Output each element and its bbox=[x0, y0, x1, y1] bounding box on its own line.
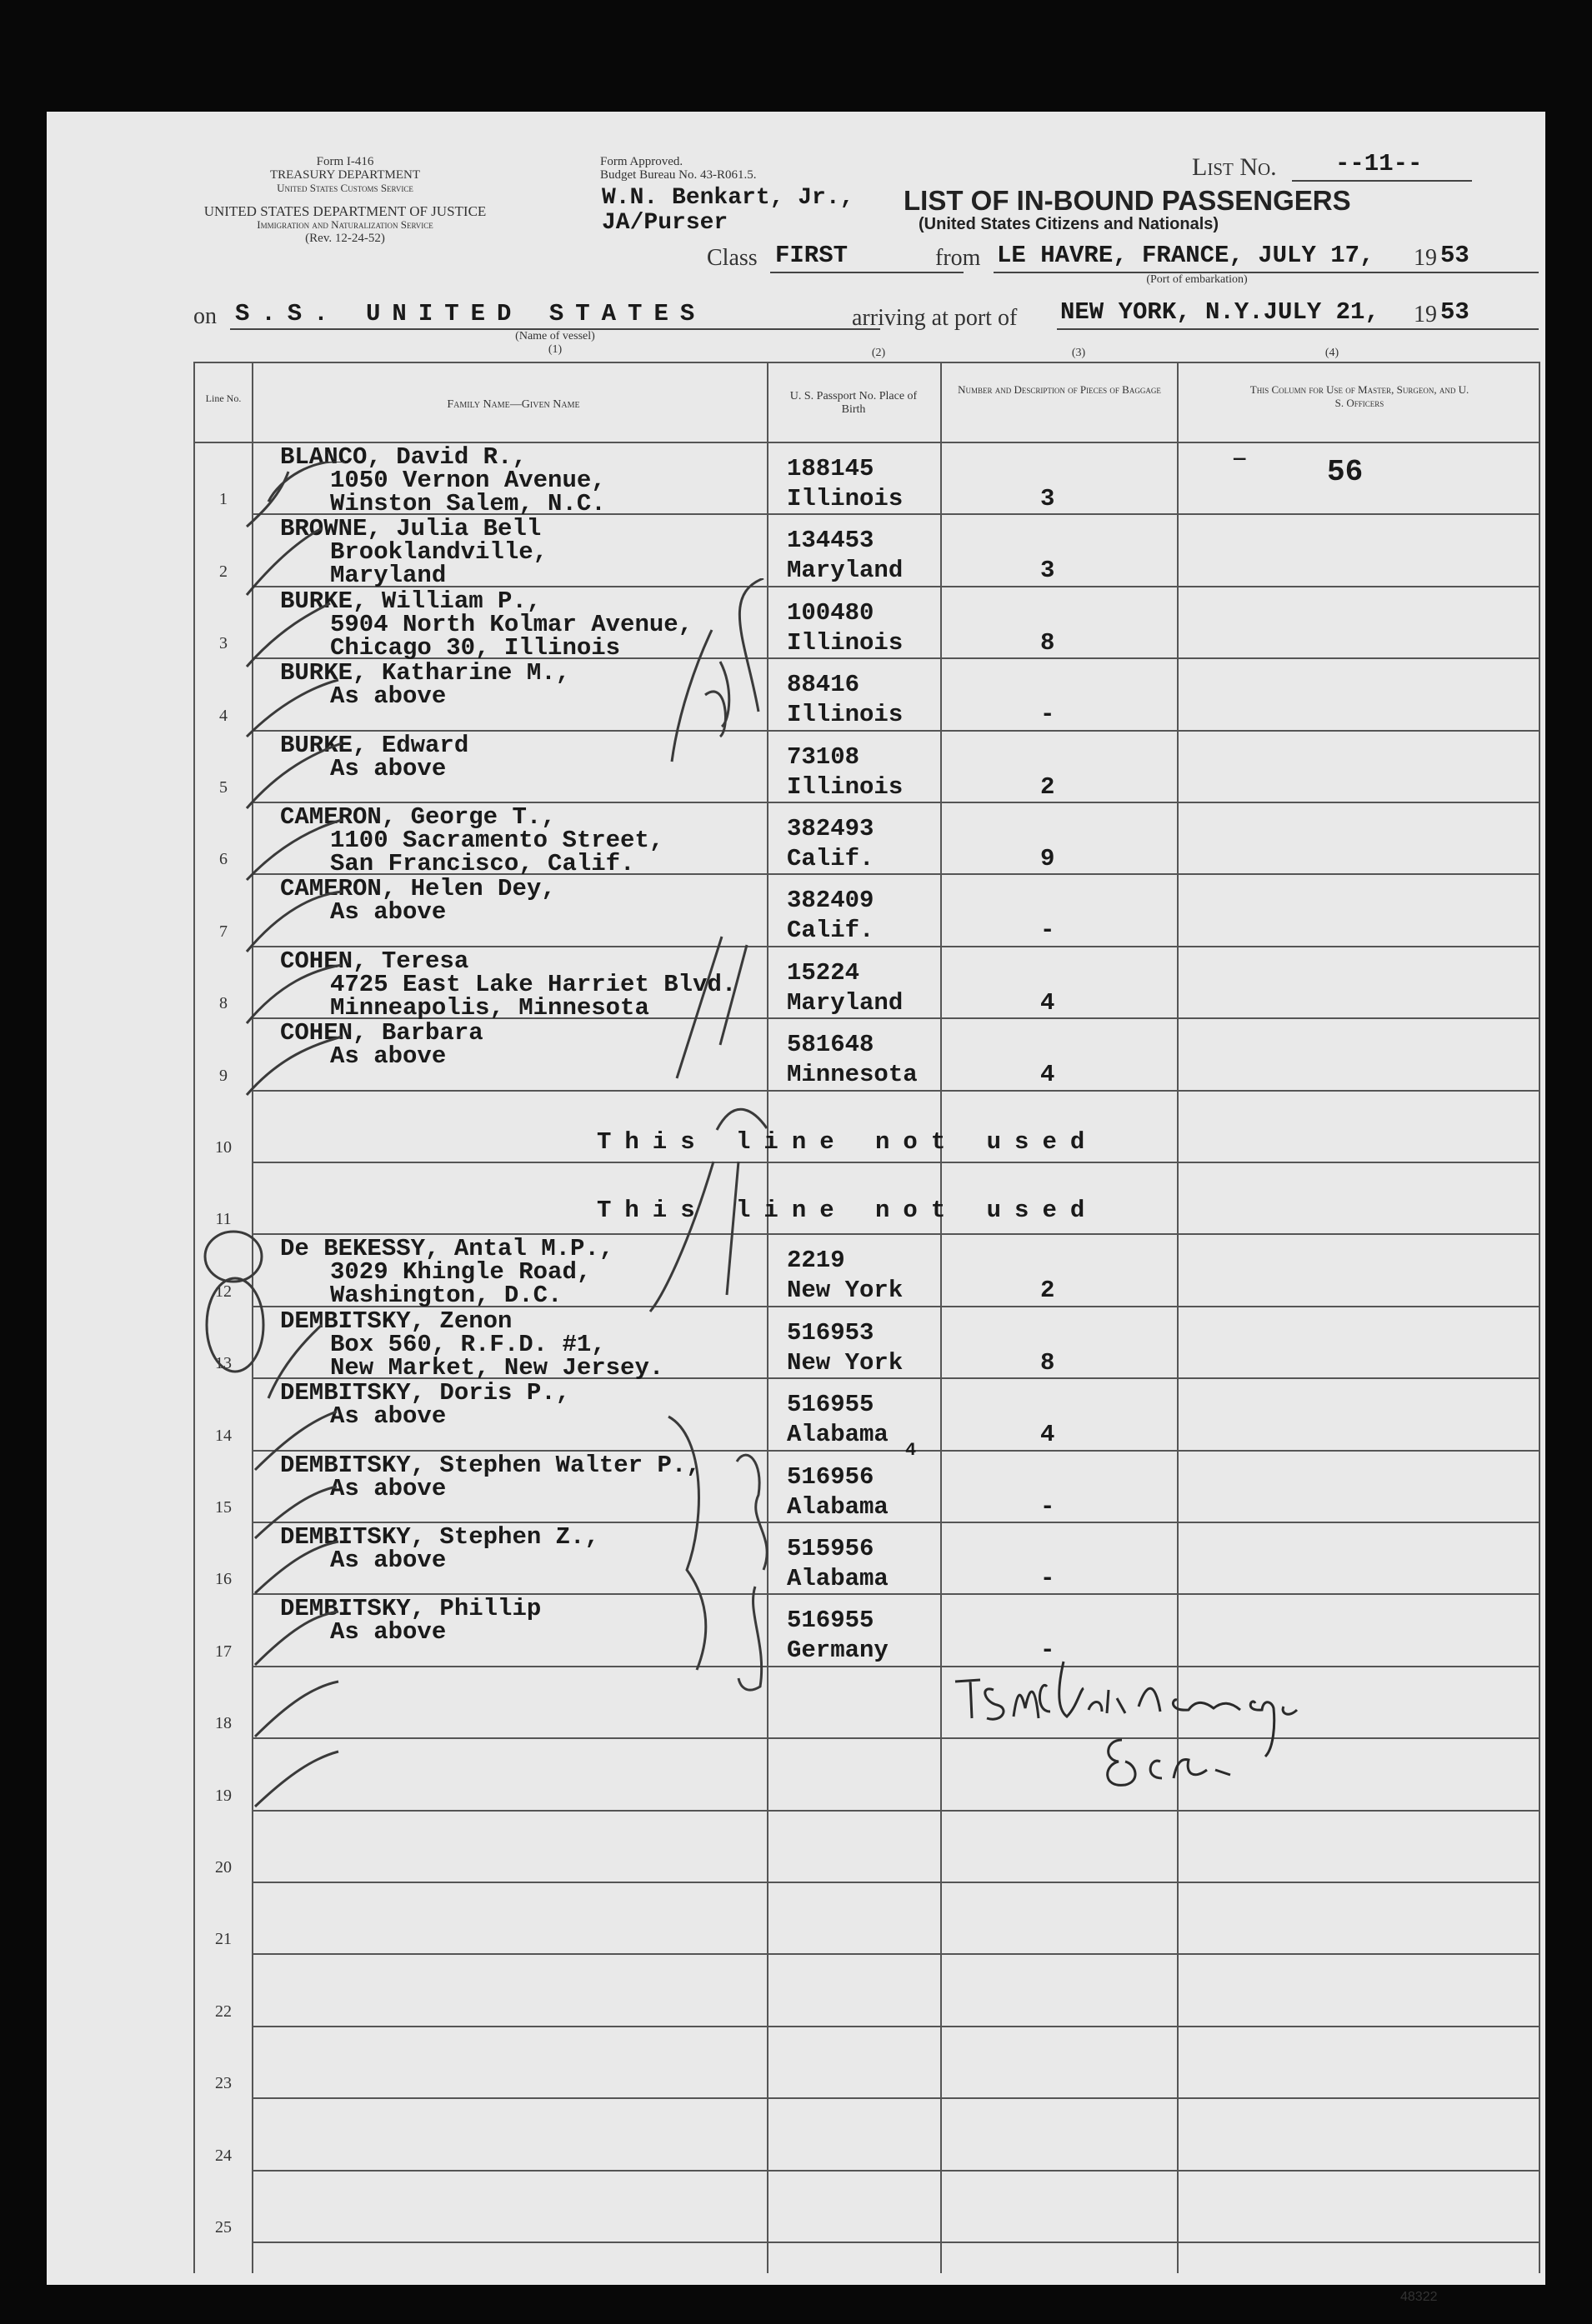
place-of-birth: Illinois bbox=[787, 485, 904, 512]
table-left-border bbox=[193, 362, 195, 2273]
passenger-name: CAMERON, George T., bbox=[280, 803, 556, 831]
line-number: 11 bbox=[215, 1210, 232, 1229]
col-num-3: (3) bbox=[1071, 347, 1086, 359]
passenger-name: DEMBITSKY, Zenon bbox=[280, 1307, 513, 1335]
passenger-address-line1: As above bbox=[330, 1618, 447, 1647]
col-divider-passport bbox=[767, 362, 768, 2273]
passenger-address-line2: New Market, New Jersey. bbox=[330, 1353, 664, 1382]
line-number: 8 bbox=[219, 994, 228, 1013]
line-number: 2 bbox=[219, 562, 228, 581]
form-approved: Form Approved. bbox=[600, 155, 683, 168]
row-divider bbox=[252, 1162, 1539, 1163]
passenger-address-line1: As above bbox=[330, 1474, 447, 1502]
passenger-name: BURKE, Edward bbox=[280, 731, 469, 759]
purser-name: W.N. Benkart, Jr., bbox=[602, 185, 854, 211]
passport-number: 516955 bbox=[787, 1607, 874, 1635]
baggage-count: 8 bbox=[1040, 1348, 1055, 1377]
passport-number: 581648 bbox=[787, 1031, 874, 1059]
baggage-count: - bbox=[1040, 917, 1055, 945]
col-header-line: Line No. bbox=[205, 392, 242, 404]
passenger-address-line2: Winston Salem, N.C. bbox=[330, 490, 606, 517]
baggage-count: - bbox=[1040, 701, 1055, 729]
place-of-birth: Alabama bbox=[787, 1492, 889, 1521]
passenger-address-line2: Maryland bbox=[330, 562, 447, 590]
line-number: 19 bbox=[215, 1786, 232, 1805]
baggage-count: 3 bbox=[1040, 485, 1055, 512]
baggage-count: 8 bbox=[1040, 628, 1055, 657]
baggage-count: 3 bbox=[1040, 557, 1055, 585]
baggage-count: 4 bbox=[1040, 988, 1055, 1017]
line-number: 1 bbox=[219, 490, 228, 509]
passenger-address-line1: 3029 Khingle Road, bbox=[330, 1258, 592, 1287]
line-number: 10 bbox=[215, 1138, 232, 1157]
passenger-address-line1: As above bbox=[330, 754, 447, 782]
table-top-border bbox=[193, 362, 1539, 363]
place-of-birth: New York bbox=[787, 1348, 904, 1377]
line-number: 22 bbox=[215, 2002, 232, 2021]
class-label: Class bbox=[707, 245, 758, 271]
col-header-baggage: Number and Description of Pieces of Baggage bbox=[958, 383, 1161, 396]
place-of-birth: Minnesota bbox=[787, 1061, 918, 1089]
baggage-count: 4 bbox=[1040, 1421, 1055, 1449]
line-number: 23 bbox=[215, 2074, 232, 2093]
arriving-year: 53 bbox=[1440, 298, 1469, 326]
not-used-line-10: This line not used bbox=[597, 1128, 1099, 1156]
passenger-address-line1: As above bbox=[330, 1402, 447, 1431]
from-label: from bbox=[935, 245, 981, 271]
passport-number: 100480 bbox=[787, 598, 874, 627]
passenger-name: COHEN, Barbara bbox=[280, 1019, 483, 1047]
place-of-birth: Illinois bbox=[787, 628, 904, 657]
line-number: 20 bbox=[215, 1858, 232, 1877]
col-divider-officers bbox=[1177, 362, 1179, 2273]
overwrite-digit: 4 bbox=[905, 1440, 917, 1461]
from-year: 53 bbox=[1440, 242, 1469, 269]
officer-dash: — bbox=[1234, 448, 1246, 471]
customs-service: United States Customs Service bbox=[277, 182, 413, 194]
row-divider bbox=[252, 1882, 1539, 1883]
place-of-birth: Germany bbox=[787, 1637, 889, 1665]
col-num-4: (4) bbox=[1324, 347, 1339, 359]
line-number: 24 bbox=[215, 2146, 232, 2165]
place-of-birth: Alabama bbox=[787, 1565, 889, 1592]
baggage-count: 4 bbox=[1040, 1061, 1055, 1089]
purser-title: JA/Purser bbox=[602, 210, 728, 236]
col-num-2: (2) bbox=[871, 347, 886, 359]
place-of-birth: Calif. bbox=[787, 845, 874, 872]
list-number: --11-- bbox=[1335, 150, 1423, 177]
revision-date: (Rev. 12-24-52) bbox=[305, 232, 385, 245]
baggage-count: 9 bbox=[1040, 845, 1055, 872]
place-of-birth: Alabama bbox=[787, 1421, 889, 1449]
line-number: 21 bbox=[215, 1930, 232, 1949]
place-of-birth: Illinois bbox=[787, 772, 904, 801]
on-label: on bbox=[193, 303, 217, 329]
col-header-passport: U. S. Passport No. Place of Birth bbox=[789, 390, 918, 416]
embark-port: LE HAVRE, FRANCE, JULY 17, bbox=[997, 242, 1374, 269]
baggage-count: - bbox=[1040, 1565, 1055, 1592]
passport-number: 516953 bbox=[787, 1318, 874, 1347]
passenger-name: De BEKESSY, Antal M.P., bbox=[280, 1235, 614, 1263]
vessel-name: S.S. UNITED STATES bbox=[235, 300, 707, 327]
row-divider bbox=[252, 1737, 1539, 1739]
form-subtitle: (United States Citizens and Nationals) bbox=[919, 215, 1219, 233]
passenger-address-line2: Chicago 30, Illinois bbox=[330, 633, 621, 662]
form-title: LIST OF IN-BOUND PASSENGERS bbox=[904, 185, 1351, 216]
col-divider-baggage bbox=[940, 362, 942, 2273]
class-rule bbox=[770, 272, 964, 273]
col-header-name: Family Name—Given Name bbox=[447, 398, 580, 411]
passenger-name: DEMBITSKY, Stephen Z., bbox=[280, 1523, 599, 1551]
passenger-name: BURKE, Katharine M., bbox=[280, 659, 571, 687]
row-divider bbox=[252, 2097, 1539, 2099]
passenger-address-line1: 5904 North Kolmar Avenue, bbox=[330, 610, 693, 638]
place-of-birth: Maryland bbox=[787, 988, 904, 1017]
arrival-port: NEW YORK, N.Y.JULY 21, bbox=[1060, 298, 1379, 326]
ins-service: Immigration and Naturalization Service bbox=[257, 218, 433, 231]
check-marks-lower bbox=[197, 1528, 580, 1878]
passenger-address-line1: As above bbox=[330, 682, 447, 711]
line-number: 5 bbox=[219, 778, 228, 797]
arriving-label: arriving at port of bbox=[852, 305, 1018, 331]
passenger-address-line1: As above bbox=[330, 898, 447, 927]
vessel-col-num: (1) bbox=[548, 343, 563, 356]
port-note: (Port of embarkation) bbox=[1146, 273, 1248, 286]
justice-dept: UNITED STATES DEPARTMENT OF JUSTICE bbox=[203, 203, 487, 219]
passport-number: 2219 bbox=[787, 1247, 845, 1275]
from-year-prefix: 19 bbox=[1414, 245, 1437, 271]
row-divider bbox=[252, 1810, 1539, 1812]
passenger-name: CAMERON, Helen Dey, bbox=[280, 875, 556, 903]
passenger-address-line2: Minneapolis, Minnesota bbox=[330, 993, 649, 1022]
passport-number: 188145 bbox=[787, 455, 874, 482]
baggage-count: - bbox=[1040, 1637, 1055, 1665]
baggage-count: - bbox=[1040, 1492, 1055, 1521]
arriving-rule bbox=[1057, 328, 1539, 330]
form-number: Form I-416 bbox=[316, 155, 374, 168]
baggage-count: 2 bbox=[1040, 772, 1055, 801]
row-divider bbox=[252, 2026, 1539, 2027]
place-of-birth: Calif. bbox=[787, 917, 874, 945]
place-of-birth: Maryland bbox=[787, 557, 904, 585]
passport-number: 73108 bbox=[787, 742, 860, 771]
passenger-address-line2: Washington, D.C. bbox=[330, 1282, 563, 1310]
class-value: FIRST bbox=[775, 242, 849, 269]
line-number: 17 bbox=[215, 1642, 232, 1661]
line-number: 9 bbox=[219, 1066, 228, 1085]
passenger-name: COHEN, Teresa bbox=[280, 947, 469, 975]
place-of-birth: New York bbox=[787, 1277, 904, 1305]
passport-number: 88416 bbox=[787, 671, 860, 699]
passenger-address-line1: 4725 East Lake Harriet Blvd. bbox=[330, 970, 737, 998]
passenger-name: DEMBITSKY, Phillip bbox=[280, 1595, 542, 1623]
passenger-address-line1: 1100 Sacramento Street, bbox=[330, 827, 664, 854]
line-number: 15 bbox=[215, 1498, 232, 1517]
passenger-address-line1: 1050 Vernon Avenue, bbox=[330, 467, 606, 494]
line-number: 12 bbox=[215, 1282, 232, 1301]
passenger-name: BLANCO, David R., bbox=[280, 443, 527, 471]
passport-number: 15224 bbox=[787, 958, 860, 987]
passport-number: 134453 bbox=[787, 527, 874, 555]
passenger-address-line1: Box 560, R.F.D. #1, bbox=[330, 1330, 606, 1358]
table-right-border bbox=[1539, 362, 1540, 2273]
passenger-address-line1: As above bbox=[330, 1547, 447, 1574]
passport-number: 516955 bbox=[787, 1391, 874, 1419]
line-number: 13 bbox=[215, 1354, 232, 1373]
officer-value: 56 bbox=[1327, 455, 1364, 489]
passport-number: 382493 bbox=[787, 815, 874, 842]
col-header-officers: This Column for Use of Master, Surgeon, and U. S. Officers bbox=[1249, 383, 1469, 409]
row-divider bbox=[252, 1953, 1539, 1955]
passenger-address-line1: Brooklandville, bbox=[330, 538, 548, 567]
row-divider bbox=[252, 1666, 1539, 1667]
passenger-name: BURKE, William P., bbox=[280, 587, 542, 615]
row-divider bbox=[252, 1090, 1539, 1092]
col-divider-line bbox=[252, 362, 253, 2273]
place-of-birth: Illinois bbox=[787, 701, 904, 729]
line-number: 3 bbox=[219, 634, 228, 653]
passport-number: 382409 bbox=[787, 887, 874, 915]
manifest-page bbox=[47, 112, 1545, 2304]
list-no-rule bbox=[1292, 180, 1472, 182]
line-number: 4 bbox=[219, 706, 228, 725]
line-number: 16 bbox=[215, 1570, 232, 1589]
list-no-label: List No. bbox=[1192, 153, 1277, 181]
budget-bureau: Budget Bureau No. 43-R061.5. bbox=[600, 168, 757, 182]
line-number: 18 bbox=[215, 1714, 232, 1733]
handwritten-signature bbox=[947, 1632, 1414, 1815]
passenger-name: DEMBITSKY, Doris P., bbox=[280, 1379, 571, 1407]
passenger-address-line2: San Francisco, Calif. bbox=[330, 850, 635, 877]
not-used-line-11: This line not used bbox=[597, 1197, 1099, 1224]
treasury-dept: TREASURY DEPARTMENT bbox=[269, 168, 421, 182]
passport-number: 515956 bbox=[787, 1535, 874, 1562]
arriving-year-prefix: 19 bbox=[1414, 302, 1437, 327]
line-number: 7 bbox=[219, 922, 228, 941]
line-number: 6 bbox=[219, 850, 228, 869]
row-divider bbox=[252, 2170, 1539, 2172]
vessel-note: (Name of vessel) bbox=[515, 330, 595, 342]
baggage-count: 2 bbox=[1040, 1277, 1055, 1305]
form-stock-number: 48322 bbox=[1400, 2290, 1438, 2304]
passenger-name: DEMBITSKY, Stephen Walter P., bbox=[280, 1451, 701, 1479]
passport-number: 516956 bbox=[787, 1462, 874, 1491]
line-number: 25 bbox=[215, 2218, 232, 2237]
passenger-address-line1: As above bbox=[330, 1042, 447, 1071]
row-divider bbox=[252, 2242, 1539, 2243]
line-number: 14 bbox=[215, 1426, 232, 1445]
passenger-name: BROWNE, Julia Bell bbox=[280, 515, 542, 543]
